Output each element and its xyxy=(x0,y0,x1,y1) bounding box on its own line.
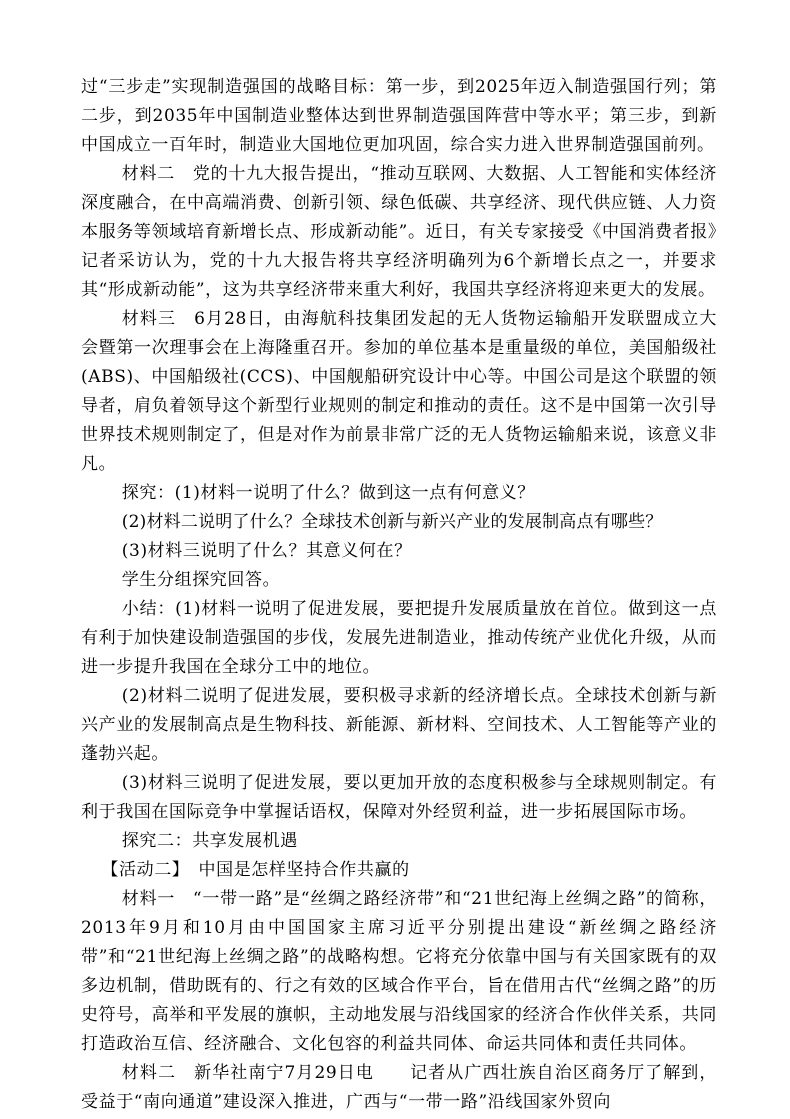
paragraph-three-step-goal: 过“三步走”实现制造强国的战略目标：第一步，到2025年迈入制造强国行列；第二步，到2035年中国制造业整体达到世界制造强国阵营中等水平；第三步，到新中国成立一百年时，制造业大国地位更加巩固，综合实力进入世界制造强国前列。 xyxy=(81,77,717,155)
document-body xyxy=(81,73,717,1117)
paragraph-material-three: 材料三 6月28日，由海航科技集团发起的无人货物运输船开发联盟成立大会暨第一次理事会在上海隆重召开。参加的单位基本是重量级的单位，美国船级社(ABS)、中国船级社(CCS)、中国舰船研究设计中心等。中国公司是这个联盟的领导者，肩负着领导这个新型行业规则的制定和推动的责任。这不是中国第一次引导世界技术规则制定了，但是对作为前景非常广泛的无人货物运输船来说，该意义非凡。 xyxy=(81,309,717,474)
section-heading-inquiry-two: 探究二：共享发展机遇 xyxy=(121,831,298,851)
paragraph-xinhua-nanning: 材料二 新华社南宁7月29日电 记者从广西壮族自治区商务厅了解到，受益于“南向通道”建设深入推进，广西与“一带一路”沿线国家外贸向 xyxy=(81,1063,717,1112)
paragraph-summary-1: 小结：(1)材料一说明了促进发展，要把提升发展质量放在首位。做到这一点有利于加快建设制造强国的步伐，发展先进制造业，推动传统产业优化升级，从而进一步提升我国在全球分工中的地位。 xyxy=(81,599,717,677)
paragraph-inquiry-question-3: (3)材料三说明了什么？其意义何在？ xyxy=(121,541,412,561)
activity-two-heading: 【活动二】 中国是怎样坚持合作共赢的 xyxy=(101,860,410,880)
paragraph-summary-2: (2)材料二说明了促进发展，要积极寻求新的经济增长点。全球技术创新与新兴产业的发展制高点是生物科技、新能源、新材料、空间技术、人工智能等产业的蓬勃兴起。 xyxy=(81,686,717,764)
paragraph-inquiry-question-2: (2)材料二说明了什么？全球技术创新与新兴产业的发展制高点有哪些？ xyxy=(121,512,663,532)
paragraph-summary-3: (3)材料三说明了促进发展，要以更加开放的态度积极参与全球规则制定。有利于我国在国际竞争中掌握话语权，保障对外经贸利益，进一步拓展国际市场。 xyxy=(81,773,717,822)
paragraph-group-answer: 学生分组探究回答。 xyxy=(121,570,281,590)
paragraph-material-two: 材料二 党的十九大报告提出，“推动互联网、大数据、人工智能和实体经济深度融合，在中高端消费、创新引领、绿色低碳、共享经济、现代供应链、人力资本服务等领域培育新增长点、形成新动能”。近日，有关专家接受《中国消费者报》记者采访认为，党的十九大报告将共享经济明确列为6个新增长点之一，并要求其“形成新动能”，这为共享经济带来重大利好，我国共享经济将迎来更大的发展。 xyxy=(81,164,717,300)
paragraph-inquiry-question-1: 探究：(1)材料一说明了什么？做到这一点有何意义？ xyxy=(121,483,535,503)
paragraph-belt-and-road: 材料一 “一带一路”是“丝绸之路经济带”和“21世纪海上丝绸之路”的简称，2013年9月和10月由中国国家主席习近平分别提出建设“新丝绸之路经济带”和“21世纪海上丝绸之路”的战略构想。它将充分依靠中国与有关国家既有的双多边机制，借助既有的、行之有效的区域合作平台，旨在借用古代“丝绸之路”的历史符号，高举和平发展的旗帜，主动地发展与沿线国家的经济合作伙伴关系，共同打造政治互信、经济融合、文化包容的利益共同体、命运共同体和责任共同体。 xyxy=(81,889,717,1054)
